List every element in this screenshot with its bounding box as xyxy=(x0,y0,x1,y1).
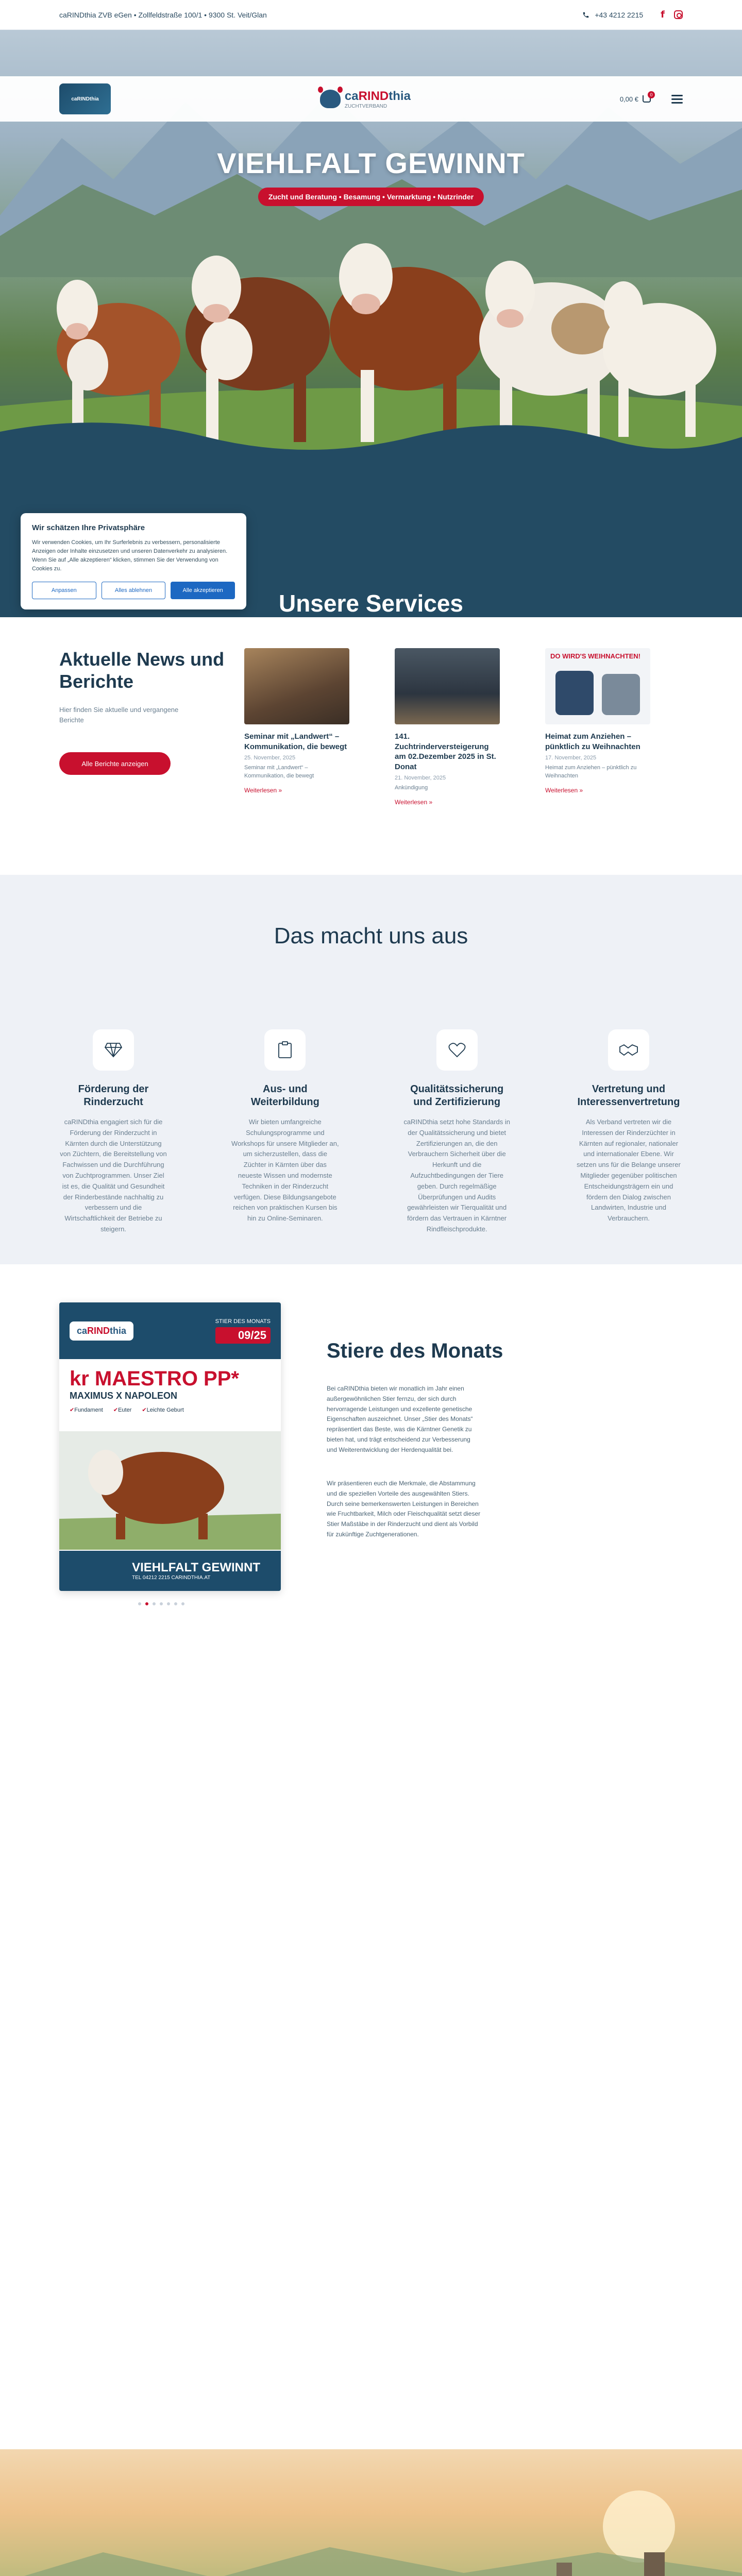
brand-logo[interactable] xyxy=(320,89,411,109)
mission-pillar xyxy=(575,1029,683,1235)
bulls-paragraph: Bei caRINDthia bieten wir monatlich im Jahr einen außergewöhnlichen Stier fernzu, der sich durch hervorragende Leistungen und exzellente genetische Eigenschaften auszeichnet. Unser „Stier des Monats“ repräsentiert das Beste, was die Kärntner Genetik zu bieten hat, und trägt entscheidend zur Verbesserung und Weiterentwicklung der Herdenqualität bei. xyxy=(327,1385,473,1453)
carousel-dot[interactable] xyxy=(167,1602,170,1605)
carousel-dots xyxy=(138,1602,184,1605)
carousel-dot[interactable] xyxy=(145,1602,148,1605)
bulls-paragraph: Wir präsentieren euch die Merkmale, die Abstammung und die speziellen Vorteile des ausgewählten Stiers. Durch seine bemerkenswerten Leistungen in Bereichen wie Fruchtbarkeit, Milch oder Fleischqualität setzt dieser Stier Maßstäbe in der Rinderzucht und dient als Vorbild für zukünftige Zuchtgenerationen. xyxy=(327,1480,481,1538)
mission-pillar xyxy=(231,1029,339,1235)
handshake-icon xyxy=(619,1043,638,1057)
news-poster-headline: DO WIRD'S WEIHNACHTEN! xyxy=(550,652,640,660)
clipboard-icon xyxy=(278,1041,292,1059)
bulls-title: Stiere des Monats xyxy=(327,1340,503,1362)
heart-icon xyxy=(448,1042,466,1058)
carousel-dot[interactable] xyxy=(160,1602,163,1605)
bull-name: kr MAESTRO PP* xyxy=(70,1367,239,1390)
mission-pillars xyxy=(59,1029,683,1235)
cart-count-badge: 0 xyxy=(648,91,655,98)
cart-amount: 0,00 € xyxy=(619,95,638,103)
brand-rind: RIND xyxy=(358,89,389,103)
top-bar-right xyxy=(582,9,683,20)
read-more-link[interactable]: Weiterlesen » xyxy=(395,798,433,806)
bull-of-month-section xyxy=(0,1264,742,2449)
services-title: Unsere Services xyxy=(278,590,464,617)
cookie-accept-button[interactable]: Alle akzeptieren xyxy=(171,582,235,599)
mission-pillar xyxy=(59,1029,167,1235)
bull-trait: ✔ Leichte Geburt xyxy=(142,1406,183,1413)
cookie-customize-button[interactable]: Anpassen xyxy=(32,582,96,599)
pillar-title: Aus- und Weiterbildung xyxy=(250,1083,319,1108)
pillar-title: Förderung der Rinderzucht xyxy=(78,1083,149,1108)
cart-button[interactable] xyxy=(619,92,653,103)
cow-logo-icon xyxy=(320,90,341,108)
pillar-text: Als Verband vertreten wir die Interessen der Rinderzüchter in Kärnten auf regionaler, nationaler und internationaler Ebene. Wir setzen uns für die Belange unserer Mitglieder gegenüber politischen Entscheidungsträgern ein und fördern den Dialog zwischen Landwirten, Industrie und Verbrauchern. xyxy=(577,1118,681,1223)
news-card-title: Seminar mit „Landwert“ – Kommunikation, die bewegt xyxy=(244,732,347,751)
read-more-link[interactable]: Weiterlesen » xyxy=(244,786,282,794)
pillar-text: Wir bieten umfangreiche Schulungsprogramme und Workshops für unsere Mitglieder an, um sicherzustellen, dass die Züchter in Kärnten über das neueste Wissen und modernste Techniken in der Rinderzucht verfügen. Diese Bildungsangebote reichen von praktischen Kursen bis hin zu Online-Seminaren. xyxy=(231,1118,339,1223)
phone-icon xyxy=(582,11,589,19)
poster-brand-rind: RIND xyxy=(87,1325,110,1336)
news-cards xyxy=(244,648,650,806)
bull-trait: ✔ Euter xyxy=(113,1406,132,1413)
news-lead: Hier finden Sie aktuelle und vergangene Berichte xyxy=(59,706,179,724)
cookie-buttons xyxy=(32,582,235,599)
poster-footer-contact: TEL 04212 2215 CARINDTHIA.AT xyxy=(132,1574,211,1581)
news-card-title: Heimat zum Anziehen – pünktlich zu Weihnachten xyxy=(545,732,640,751)
news-card[interactable] xyxy=(395,648,500,806)
carousel-dot[interactable] xyxy=(181,1602,184,1605)
news-card-excerpt: Ankündigung xyxy=(395,785,428,791)
carousel-dot[interactable] xyxy=(174,1602,177,1605)
mission-title: Das macht uns aus xyxy=(274,923,468,948)
diamond-icon xyxy=(104,1042,123,1058)
bull-traits xyxy=(59,1401,281,1418)
pillar-text: caRINDthia setzt hohe Standards in der Qualitätssicherung und bietet Zertifizierungen an, die den Verbrauchern Sicherheit über die Herkunft und die Aufzuchtbedingungen der Tiere geben. Durch regelmäßige Überprüfungen und Audits gewährleisten wir Tierqualität und fördern das Vertrauen in Kärntner Rindfleischprodukte. xyxy=(403,1118,510,1233)
news-image xyxy=(545,648,650,724)
mission-section xyxy=(0,875,742,1264)
pillar-text: caRINDthia engagiert sich für die Förderung der Rinderzucht in Kärnten durch die Unterstützung von Züchtern, die Bereitstellung von Fachwissen und die Durchführung von Zuchtprogrammen. Unser Ziel ist es, die Qualität und Gesundheit der Rinderbestände nachhaltig zu verbessern und die Wirtschaftlichkeit der Betriebe zu steigern. xyxy=(60,1118,167,1233)
news-title: Aktuelle News und Berichte xyxy=(59,649,225,692)
news-card[interactable] xyxy=(545,648,650,806)
news-card-date: 25. November, 2025 xyxy=(244,755,296,761)
cookie-consent-dialog xyxy=(21,513,246,609)
poster-brand-prefix: ca xyxy=(77,1325,88,1336)
facebook-icon[interactable]: f xyxy=(661,9,665,20)
poster-header xyxy=(59,1302,281,1359)
meadow-photo xyxy=(0,2449,742,2576)
read-more-link[interactable]: Weiterlesen » xyxy=(545,786,583,794)
main-header xyxy=(0,76,742,122)
poster-footer xyxy=(59,1551,281,1591)
social-links xyxy=(661,9,683,20)
news-card-excerpt: Seminar mit „Landwert“ – Kommunikation, die bewegt xyxy=(244,765,314,779)
contact-cta-section xyxy=(0,2449,742,2576)
header-actions xyxy=(619,92,683,104)
bull-trait: ✔ Fundament xyxy=(70,1406,103,1413)
company-address: caRINDthia ZVB eGen • Zollfeldstraße 100/1 • 9300 St. Veit/Glan xyxy=(59,10,267,19)
brand-prefix: ca xyxy=(344,89,359,103)
bull-poster-slide[interactable] xyxy=(59,1302,281,1591)
instagram-icon[interactable] xyxy=(674,10,683,19)
cookie-text: Wir verwenden Cookies, um Ihr Surferlebnis zu verbessern, personalisierte Anzeigen oder Inhalte einzusetzen und unseren Datenverkehr zu analysieren. Wenn Sie auf „Alle akzeptieren“ klicken, stimmen Sie der Verwendung von Cookies zu. xyxy=(32,539,228,572)
carousel-dot[interactable] xyxy=(153,1602,156,1605)
news-card[interactable] xyxy=(244,648,349,806)
news-section xyxy=(0,617,742,875)
hero-title: VIEHLFALT GEWINNT xyxy=(217,147,525,179)
news-card-excerpt: Heimat zum Anziehen – pünktlich zu Weihnachten xyxy=(545,765,637,779)
pillar-title: Qualitätssicherung und Zertifizierung xyxy=(410,1083,504,1108)
poster-badge-month: 09/25 xyxy=(215,1327,271,1344)
news-card-date: 21. November, 2025 xyxy=(395,775,446,781)
news-image xyxy=(395,648,500,724)
bull-photo xyxy=(59,1431,281,1550)
poster-brand-suffix: thia xyxy=(110,1325,127,1336)
cookie-reject-button[interactable]: Alles ablehnen xyxy=(102,582,166,599)
carousel-dot[interactable] xyxy=(138,1602,141,1605)
partner-logo[interactable]: caRINDthia xyxy=(59,83,111,114)
top-bar xyxy=(0,0,742,30)
hero-tagline-pill: Zucht und Beratung • Besamung • Vermarktung • Nutzrinder xyxy=(258,188,484,206)
phone-link[interactable] xyxy=(582,11,643,19)
news-card-title: 141. Zuchtrinderversteigerung am 02.Dezember 2025 in St. Donat xyxy=(395,732,496,771)
cart-icon xyxy=(643,92,653,103)
phone-number: +43 4212 2215 xyxy=(595,10,644,19)
poster-badge xyxy=(215,1318,271,1344)
poster-brand xyxy=(70,1321,133,1341)
poster-badge-label: STIER DES MONATS xyxy=(215,1318,271,1325)
news-card-date: 17. November, 2025 xyxy=(545,755,597,761)
brand-subtitle: ZUCHTVERBAND xyxy=(344,103,387,109)
hero-section xyxy=(0,30,742,617)
news-image xyxy=(244,648,349,724)
menu-icon[interactable] xyxy=(671,95,683,104)
all-reports-button[interactable]: Alle Berichte anzeigen xyxy=(59,752,171,775)
mission-pillar xyxy=(403,1029,511,1235)
bull-lineage: MAXIMUS X NAPOLEON xyxy=(70,1391,178,1401)
cookie-title: Wir schätzen Ihre Privatsphäre xyxy=(32,523,145,532)
poster-footer-title: VIEHLFALT GEWINNT xyxy=(132,1561,260,1575)
pillar-title: Vertretung und Interessenvertretung xyxy=(577,1083,680,1108)
brand-suffix: thia xyxy=(389,89,411,103)
